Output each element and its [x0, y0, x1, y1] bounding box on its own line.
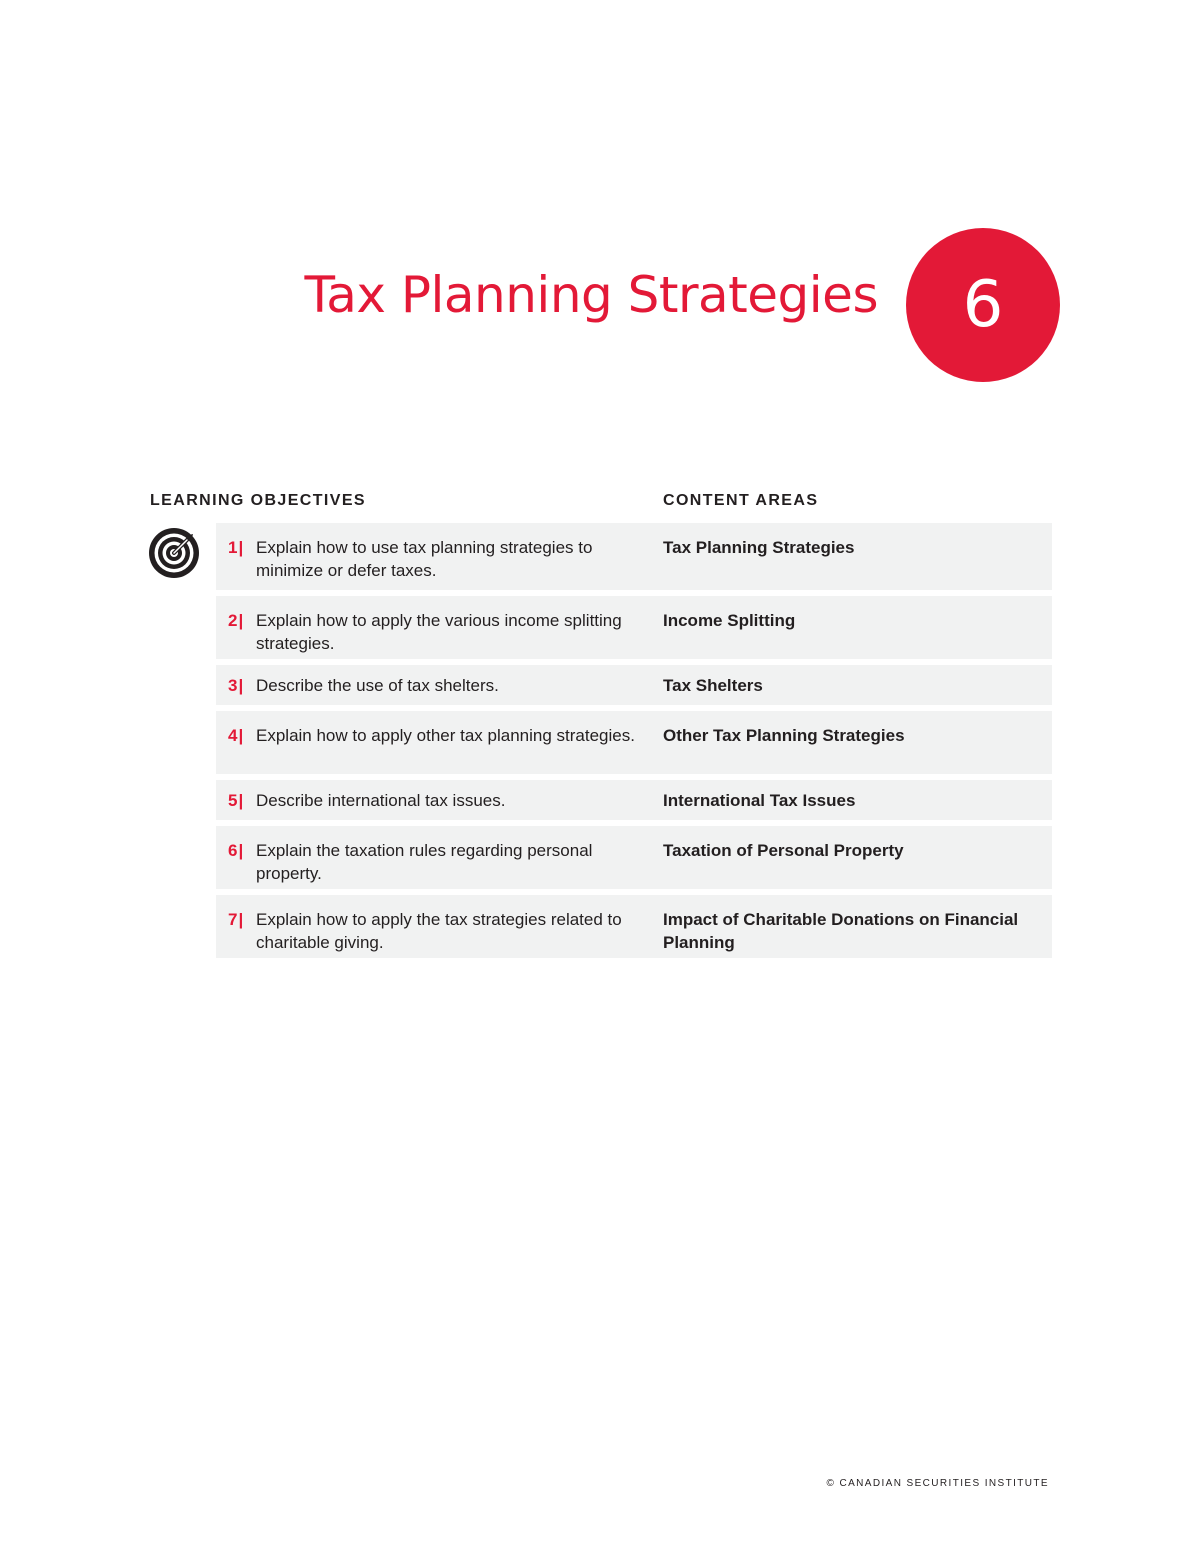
chapter-title: Tax Planning Strategies: [304, 266, 878, 324]
content-area: Taxation of Personal Property: [663, 841, 904, 860]
objective-row: [216, 895, 1052, 958]
objective-cell: [216, 674, 663, 697]
objective-cell: [216, 908, 663, 950]
objective-text: Explain how to use tax planning strategies to minimize or defer taxes.: [256, 538, 593, 580]
objective-text: Explain how to apply other tax planning strategies.: [256, 726, 635, 745]
objectives-table: [216, 523, 1052, 964]
objective-number: 1|: [228, 538, 244, 557]
chapter-number: 6: [962, 268, 1004, 342]
objective-row: [216, 826, 1052, 889]
content-area: Income Splitting: [663, 611, 796, 630]
content-areas-heading: CONTENT AREAS: [663, 492, 819, 509]
objective-number: 3|: [228, 676, 244, 695]
content-area: Impact of Charitable Donations on Financial Planning: [663, 910, 1019, 952]
objective-row: [216, 596, 1052, 659]
objective-cell: [216, 839, 663, 881]
objective-row: [216, 711, 1052, 774]
objective-number: 6|: [228, 841, 244, 860]
target-icon: [148, 527, 200, 579]
objective-cell: [216, 789, 663, 812]
content-area: Tax Shelters: [663, 676, 763, 695]
objective-row: [216, 665, 1052, 705]
content-area: International Tax Issues: [663, 791, 856, 810]
learning-objectives-heading: LEARNING OBJECTIVES: [150, 492, 366, 509]
objective-row: [216, 523, 1052, 590]
objective-text: Explain how to apply the various income splitting strategies.: [256, 611, 622, 653]
objective-cell: [216, 609, 663, 651]
chapter-number-badge: [906, 228, 1060, 382]
objective-number: 4|: [228, 726, 244, 745]
objective-number: 5|: [228, 791, 244, 810]
objective-text: Explain how to apply the tax strategies related to charitable giving.: [256, 910, 622, 952]
objective-number: 2|: [228, 611, 244, 630]
objective-number: 7|: [228, 910, 244, 929]
objective-cell: [216, 724, 663, 766]
content-area: Tax Planning Strategies: [663, 538, 855, 557]
objective-text: Describe the use of tax shelters.: [256, 676, 499, 695]
objective-text: Explain the taxation rules regarding personal property.: [256, 841, 593, 883]
objective-row: [216, 780, 1052, 820]
objective-cell: [216, 536, 663, 582]
copyright-footer: © CANADIAN SECURITIES INSTITUTE: [826, 1478, 1049, 1489]
objective-text: Describe international tax issues.: [256, 791, 506, 810]
content-area: Other Tax Planning Strategies: [663, 726, 905, 745]
